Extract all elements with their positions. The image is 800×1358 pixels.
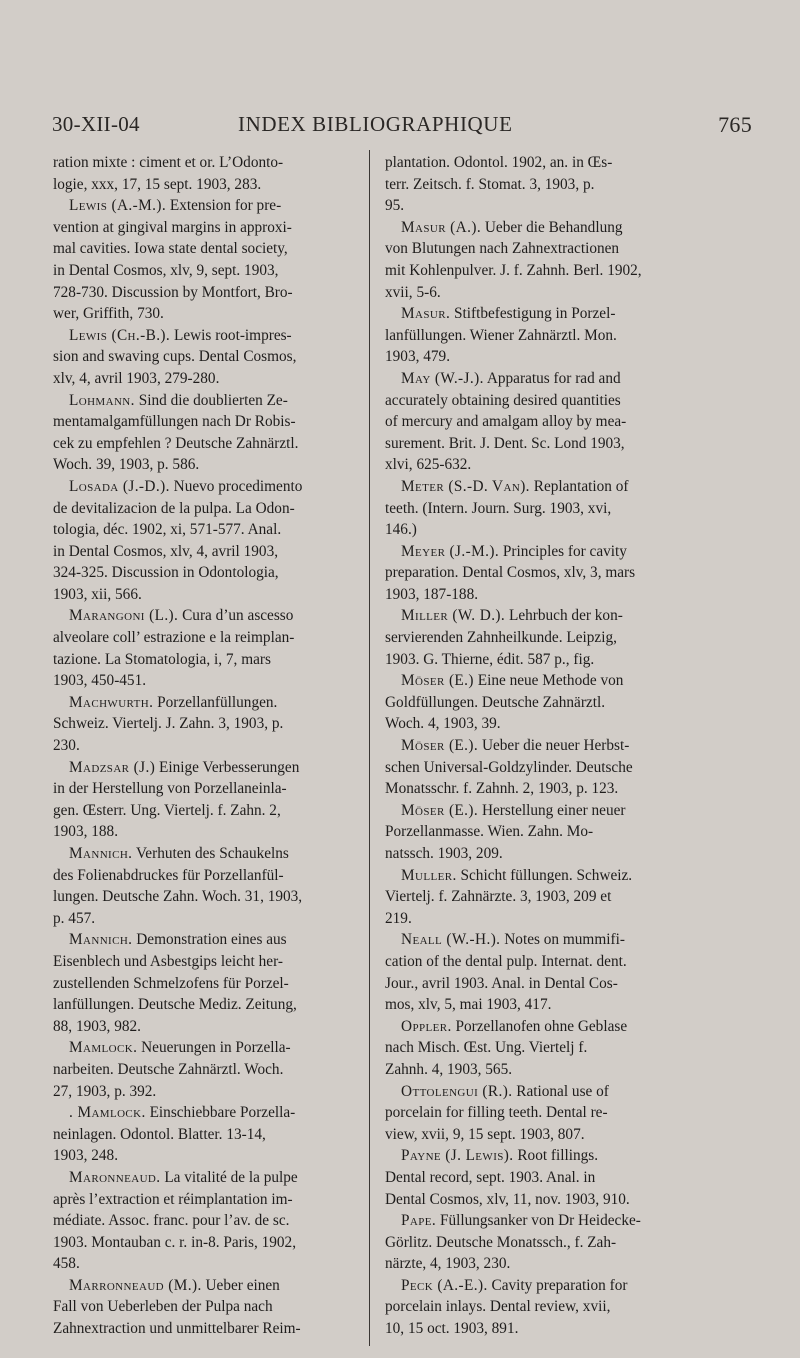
bibliography-entry <box>385 865 685 930</box>
entry-text-line: Woch. 39, 1903, p. 586. <box>53 456 200 474</box>
entry-text-line: Notes on mummifi- <box>500 931 625 949</box>
entry-text-line: 27, 1903, p. 392. <box>53 1082 157 1100</box>
entry-text-line: Porzellanfüllungen. <box>153 693 278 711</box>
entry-text-line: Eisenblech und Asbestgips leicht her- <box>53 952 283 970</box>
entry-author: Miller (W. D.). <box>401 607 506 625</box>
entry-text-line: porcelain inlays. Dental review, xvii, <box>385 1298 611 1316</box>
entry-text-line: Zahnextraction und unmittelbarer Reim- <box>53 1320 301 1338</box>
entry-text-line: lungen. Deutsche Zahn. Woch. 31, 1903, <box>53 888 303 906</box>
entry-text-line: Demonstration eines aus <box>132 931 287 949</box>
entry-text-line: preparation. Dental Cosmos, xlv, 3, mars <box>385 564 636 582</box>
column-divider <box>369 150 370 1346</box>
entry-author: Meyer (J.-M.). <box>401 542 500 560</box>
entry-author: Mannich. <box>69 931 133 949</box>
bibliography-entry <box>53 692 353 757</box>
entry-text-line: Principles for cavity <box>499 542 627 560</box>
entry-text-line: Viertelj. f. Zahnärzte. 3, 1903, 209 et <box>385 888 612 906</box>
entry-author: Losada (J.-D.). <box>69 477 170 495</box>
entry-text-line: de devitalizacion de la pulpa. La Odon- <box>53 499 295 517</box>
entry-text-line: 1903. Montauban c. r. in-8. Paris, 1902, <box>53 1233 297 1251</box>
bibliography-entry-continuation <box>385 152 685 217</box>
entry-author: Lohmann. <box>69 391 135 409</box>
bibliography-entry <box>385 217 685 303</box>
entry-text-line: 324-325. Discussion in Odontologia, <box>53 564 279 582</box>
entry-author: Masur (A.). <box>401 218 482 236</box>
entry-text-line: in Dental Cosmos, xlv, 9, sept. 1903, <box>53 261 279 279</box>
entry-text-line: 1903, 188. <box>53 823 119 841</box>
entry-text-line: Dental record, sept. 1903. Anal. in <box>385 1168 596 1186</box>
entry-text-line: Stiftbefestigung in Porzel- <box>450 305 616 323</box>
entry-author: Machwurth. <box>69 693 154 711</box>
entry-author: . Mamlock. <box>69 1104 146 1122</box>
entry-author: Mannich. <box>69 845 133 862</box>
bibliography-entry <box>385 670 685 735</box>
entry-text-line: Görlitz. Deutsche Monatssch., f. Zah- <box>385 1233 617 1251</box>
entry-text-line: xvii, 5-6. <box>385 283 441 301</box>
entry-text-line: 230. <box>53 737 80 755</box>
entry-text-line: Eine neue Methode von <box>473 672 624 690</box>
bibliography-entry <box>385 1016 685 1081</box>
entry-text-line: p. 457. <box>53 909 96 927</box>
bibliography-entry <box>385 1210 685 1275</box>
entry-text-line: Herstellung einer neuer <box>478 801 626 819</box>
entry-text-line: plantation. Odontol. 1902, an. in Œs- <box>385 154 613 171</box>
header-date: 30-XII-04 <box>52 112 140 136</box>
entry-text-line: vention at gingival margins in approxi- <box>53 218 292 236</box>
entry-text-line: 1903. G. Thierne, édit. 587 p., fig. <box>385 650 595 668</box>
entry-text-line: Schicht füllungen. Schweiz. <box>456 866 633 884</box>
running-header <box>52 112 752 142</box>
bibliography-entry <box>53 195 353 325</box>
entry-text-line: Verhuten des Schaukelns <box>132 845 289 862</box>
entry-author: Lewis (Ch.-B.). <box>69 326 171 344</box>
entry-text-line: 1903, xii, 566. <box>53 585 142 603</box>
entry-text-line: 1903, 248. <box>53 1147 119 1165</box>
entry-author: May (W.-J.). <box>401 369 484 387</box>
entry-text-line: Jour., avril 1903. Anal. in Dental Cos- <box>385 974 618 992</box>
bibliography-entry-continuation <box>53 152 353 195</box>
entry-text-line: Einige Verbesserungen <box>155 758 300 776</box>
entry-text-line: 458. <box>53 1255 80 1273</box>
bibliography-entry <box>53 390 353 476</box>
entry-author: Möser (E.) <box>401 672 474 690</box>
bibliography-entry <box>385 1081 685 1146</box>
entry-author: Maronneaud. <box>69 1168 161 1186</box>
entry-text-line: Ueber einen <box>201 1276 280 1294</box>
entry-author: Mamlock. <box>69 1039 138 1057</box>
entry-author: Ottolengui (R.). <box>401 1082 513 1100</box>
entry-author: Muller. <box>401 866 457 884</box>
entry-text-line: gen. Œsterr. Ung. Viertelj. f. Zahn. 2, <box>53 801 281 819</box>
entry-text-line: Ueber die Behandlung <box>481 218 623 236</box>
entry-text-line: surement. Brit. J. Dent. Sc. Lond 1903, <box>385 434 625 452</box>
bibliography-entry <box>385 1145 685 1210</box>
entry-text-line: Monatsschr. f. Zahnh. 2, 1903, p. 123. <box>385 780 619 798</box>
entry-text-line: Porzellanofen ohne Geblase <box>451 1017 628 1035</box>
entry-text-line: von Blutungen nach Zahnextractionen <box>385 240 620 258</box>
bibliography-entry <box>385 800 685 865</box>
bibliography-entry <box>385 368 685 476</box>
entry-author: Marronneaud (M.). <box>69 1276 202 1294</box>
entry-text-line: Woch. 4, 1903, 39. <box>385 715 501 733</box>
entry-author: Meter (S.-D. Van). <box>401 477 530 495</box>
bibliography-entry <box>385 476 685 541</box>
entry-text-line: in Dental Cosmos, xlv, 4, avril 1903, <box>53 542 279 560</box>
entry-text-line: 1903, 187-188. <box>385 585 479 603</box>
entry-text-line: Replantation of <box>529 477 629 495</box>
bibliography-entry <box>385 605 685 670</box>
entry-text-line: cation of the dental pulp. Internat. dent. <box>385 952 627 970</box>
entry-author: Möser (E.). <box>401 801 479 819</box>
entry-author: Möser (E.). <box>401 737 479 755</box>
left-column <box>53 152 353 1340</box>
bibliography-entry <box>53 325 353 390</box>
bibliography-entry <box>53 1167 353 1275</box>
entry-text-line: Lewis root-impres- <box>170 326 292 344</box>
entry-text-line: mentamalgamfüllungen nach Dr Robis- <box>53 413 296 431</box>
entry-text-line: Cavity preparation for <box>487 1276 628 1294</box>
entry-author: Oppler. <box>401 1017 452 1035</box>
entry-text-line: La vitalité de la pulpe <box>160 1168 298 1186</box>
entry-text-line: 1903, 479. <box>385 348 451 366</box>
right-column <box>385 152 685 1340</box>
entry-text-line: Rational use of <box>512 1082 609 1100</box>
bibliography-entry <box>53 1037 353 1102</box>
entry-author: Peck (A.-E.). <box>401 1276 488 1294</box>
entry-text-line: Sind die doublierten Ze- <box>134 391 288 409</box>
entry-text-line: 728-730. Discussion by Montfort, Bro- <box>53 283 293 301</box>
entry-text-line: neinlagen. Odontol. Blatter. 13-14, <box>53 1125 266 1143</box>
entry-text-line: Apparatus for rad and <box>483 369 621 387</box>
entry-text-line: Einschiebbare Porzella- <box>145 1104 296 1122</box>
entry-text-line: alveolare coll’ estrazione e la reimplan- <box>53 629 295 647</box>
entry-text-line: logie, xxx, 17, 15 sept. 1903, 283. <box>53 175 262 193</box>
entry-text-line: tazione. La Stomatologia, i, 7, mars <box>53 650 271 668</box>
entry-text-line: sion and swaving cups. Dental Cosmos, <box>53 348 297 366</box>
entry-text-line: xlvi, 625-632. <box>385 456 472 474</box>
entry-text-line: natssch. 1903, 209. <box>385 845 503 862</box>
entry-text-line: terr. Zeitsch. f. Stomat. 3, 1903, p. <box>385 175 595 193</box>
entry-text-line: wer, Griffith, 730. <box>53 305 164 323</box>
bibliography-entry <box>53 1102 353 1167</box>
entry-text-line: schen Universal-Goldzylinder. Deutsche <box>385 758 633 776</box>
entry-text-line: cek zu empfehlen ? Deutsche Zahnärztl. <box>53 434 299 452</box>
entry-text-line: accurately obtaining desired quantities <box>385 391 621 409</box>
entry-author: Pape. <box>401 1212 437 1230</box>
entry-text-line: närzte, 4, 1903, 230. <box>385 1255 511 1273</box>
entry-text-line: Root fillings. <box>513 1147 599 1165</box>
entry-text-line: Zahnh. 4, 1903, 565. <box>385 1060 513 1078</box>
entry-text-line: nach Misch. Œst. Ung. Viertelj f. <box>385 1039 588 1057</box>
bibliography-entry <box>385 303 685 368</box>
bibliography-entry <box>385 541 685 606</box>
bibliography-entry <box>53 1275 353 1340</box>
entry-text-line: servierenden Zahnheilkunde. Leipzig, <box>385 629 617 647</box>
entry-text-line: 1903, 450-451. <box>53 672 147 690</box>
bibliography-entry <box>53 843 353 929</box>
entry-text-line: Neuerungen in Porzella- <box>137 1039 291 1057</box>
entry-text-line: Dental Cosmos, xlv, 11, nov. 1903, 910. <box>385 1190 630 1208</box>
entry-text-line: of mercury and amalgam alloy by mea- <box>385 413 627 431</box>
entry-text-line: zustellenden Schmelzofens für Porzel- <box>53 974 289 992</box>
entry-text-line: ration mixte : ciment et or. L’Odonto- <box>53 154 284 171</box>
entry-author: Madzsar (J.) <box>69 758 156 776</box>
entry-text-line: Fall von Ueberleben der Pulpa nach <box>53 1298 273 1316</box>
entry-text-line: 10, 15 oct. 1903, 891. <box>385 1320 519 1338</box>
entry-text-line: lanfüllungen. Wiener Zahnärztl. Mon. <box>385 326 617 344</box>
bibliography-entry <box>385 735 685 800</box>
entry-text-line: médiate. Assoc. franc. pour l’av. de sc. <box>53 1212 290 1230</box>
entry-text-line: Porzellanmasse. Wien. Zahn. Mo- <box>385 823 594 841</box>
bibliography-entry <box>53 929 353 1037</box>
bibliography-entry <box>385 1275 685 1340</box>
entry-text-line: après l’extraction et réimplantation im- <box>53 1190 293 1208</box>
entry-author: Payne (J. Lewis). <box>401 1147 514 1165</box>
entry-author: Masur. <box>401 305 451 323</box>
entry-text-line: porcelain for filling teeth. Dental re- <box>385 1104 608 1122</box>
entry-text-line: 219. <box>385 909 412 927</box>
entry-text-line: Füllungsanker von Dr Heidecke- <box>436 1212 641 1230</box>
entry-text-line: Goldfüllungen. Deutsche Zahnärztl. <box>385 693 606 711</box>
entry-text-line: Ueber die neuer Herbst- <box>478 737 630 755</box>
bibliography-entry <box>53 757 353 843</box>
entry-text-line: Nuevo procedimento <box>169 477 303 495</box>
entry-text-line: Extension for pre- <box>166 197 282 215</box>
entry-author: Lewis (A.-M.). <box>69 197 167 215</box>
entry-text-line: narbeiten. Deutsche Zahnärztl. Woch. <box>53 1060 284 1078</box>
entry-text-line: in der Herstellung von Porzellaneinla- <box>53 780 287 798</box>
entry-text-line: 146.) <box>385 521 417 539</box>
entry-text-line: 95. <box>385 197 405 215</box>
entry-text-line: 88, 1903, 982. <box>53 1017 141 1035</box>
entry-text-line: view, xvii, 9, 15 sept. 1903, 807. <box>385 1125 585 1143</box>
entry-text-line: tologia, déc. 1902, xi, 571-577. Anal. <box>53 521 282 539</box>
entry-text-line: teeth. (Intern. Journ. Surg. 1903, xvi, <box>385 499 612 517</box>
bibliography-entry <box>53 476 353 606</box>
entry-text-line: Lehrbuch der kon- <box>505 607 623 625</box>
entry-text-line: lanfüllungen. Deutsche Mediz. Zeitung, <box>53 996 297 1014</box>
entry-text-line: mal cavities. Iowa state dental society, <box>53 240 288 258</box>
entry-author: Neall (W.-H.). <box>401 931 501 949</box>
bibliography-entry <box>53 605 353 691</box>
entry-text-line: mos, xlv, 5, mai 1903, 417. <box>385 996 552 1014</box>
entry-text-line: mit Kohlenpulver. J. f. Zahnh. Berl. 1902, <box>385 261 642 279</box>
header-title: INDEX BIBLIOGRAPHIQUE <box>238 112 513 136</box>
entry-text-line: des Folienabdruckes für Porzellanfül- <box>53 866 284 884</box>
entry-text-line: Cura d’un ascesso <box>178 607 294 625</box>
entry-text-line: xlv, 4, avril 1903, 279-280. <box>53 369 220 387</box>
page-number: 765 <box>718 112 752 137</box>
bibliography-entry <box>385 929 685 1015</box>
entry-text-line: Schweiz. Viertelj. J. Zahn. 3, 1903, p. <box>53 715 284 733</box>
entry-author: Marangoni (L.). <box>69 607 179 625</box>
